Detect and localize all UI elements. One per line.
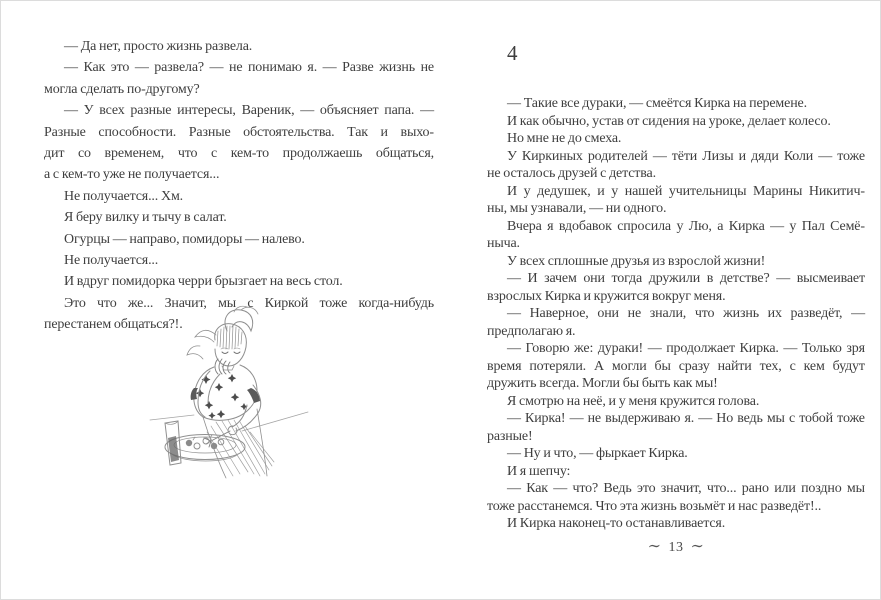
text-line: предполагаю я. (487, 323, 576, 339)
text-line: Но мне не до смеха. (507, 131, 622, 146)
text-line: время потеряли. А могли бы сразу найти тех, с кем будут (487, 358, 865, 374)
text-line: перестанем общаться?!. (44, 317, 183, 333)
head (215, 324, 247, 366)
illustration-girl-eating-salad (148, 304, 316, 490)
text-line: У Киркиных родителей — тёти Лизы и дяди Коли — тоже (507, 148, 865, 164)
text-line: — У всех разные интересы, Вареник, — объясняет папа. — (64, 103, 434, 119)
text-line: не осталось друзей с детства. (487, 166, 656, 181)
text-line: взрослых Кирка и кружится вокруг меня. (487, 288, 726, 304)
text-line: — Говорю же: дураки! — продолжает Кирка. — Только зря (507, 341, 865, 356)
text-line: Не получается... Хм. (64, 188, 183, 204)
text-line: И Кирка наконец-то останавливается. (507, 516, 726, 531)
text-line: ны, мы узнавали, — ни одного. (487, 201, 667, 216)
text-line: Не получается... (64, 252, 159, 268)
text-line: Разные способности. Разные обстоятельства. Так и выхо- (44, 124, 434, 140)
star-pattern (196, 374, 248, 419)
glass (165, 421, 181, 465)
text-line: а с кем-то уже не получается... (44, 167, 220, 183)
text-line: И как обычно, устав от сидения на уроке, делает колесо. (507, 113, 831, 129)
text-line: — Как это — развела? — не понимаю я. — Разве жизнь не (64, 60, 434, 76)
text-line: — Да нет, просто жизнь развела. (64, 39, 253, 54)
text-line: Это что же... Значит, мы с Киркой тоже когда-нибудь (64, 295, 434, 311)
right-page-text (487, 95, 865, 533)
text-line: Я смотрю на неё, и у меня кружится голова. (507, 393, 760, 409)
text-line: У всех сплошные друзья из взрослой жизни! (507, 253, 766, 269)
ponytail (225, 310, 253, 331)
chapter-number: 4 (507, 41, 518, 65)
left-page-text (44, 36, 434, 335)
text-line: разные! (487, 428, 533, 444)
text-line: — Такие все дураки, — смеётся Кирка на перемене. (507, 96, 807, 111)
text-line: — И зачем они тогда дружили в детстве? — высмеивает (507, 271, 865, 286)
page-number: 13 (668, 540, 684, 555)
text-line: И у дедушек, и у нашей учительницы Марины Никитич- (507, 183, 865, 199)
blouse (194, 367, 214, 417)
text-line: — Как — что? Ведь это значит, что... рано или поздно мы (507, 481, 865, 496)
text-line: И я шепчу: (507, 463, 571, 479)
text-line: ныча. (487, 236, 520, 251)
text-line: И вдруг помидорка черри брызгает на весь стол. (64, 274, 343, 290)
text-line: дружить всегда. Могли бы быть как мы! (487, 376, 718, 391)
text-line: Вчера я вдобавок спросила у Лю, а Кирка — у Пал Семё- (507, 218, 865, 234)
page-number-footer (487, 536, 865, 556)
text-line: — Наверное, они не знали, что жизнь их разведёт, — (507, 306, 865, 321)
text-line: Я беру вилку и тычу в салат. (64, 210, 227, 226)
skirt-hatching (207, 420, 274, 476)
folio-ornament-right: ∼ (690, 538, 705, 555)
text-line: Огурцы — направо, помидоры — налево. (64, 231, 305, 247)
text-line: — Ну и что, — фыркает Кирка. (507, 446, 688, 461)
text-line: дит со временем, что с кем-то продолжаешь общаться, (44, 145, 434, 161)
text-line: могла сделать по-другому? (44, 81, 200, 97)
text-line: тоже расстанемся. Что эта жизнь возьмёт и нас разведёт!.. (487, 498, 822, 514)
folio-ornament-left: ∼ (647, 538, 662, 555)
text-line: — Кирка! — не выдерживаю я. — Но ведь мы с тобой тоже (507, 411, 865, 426)
